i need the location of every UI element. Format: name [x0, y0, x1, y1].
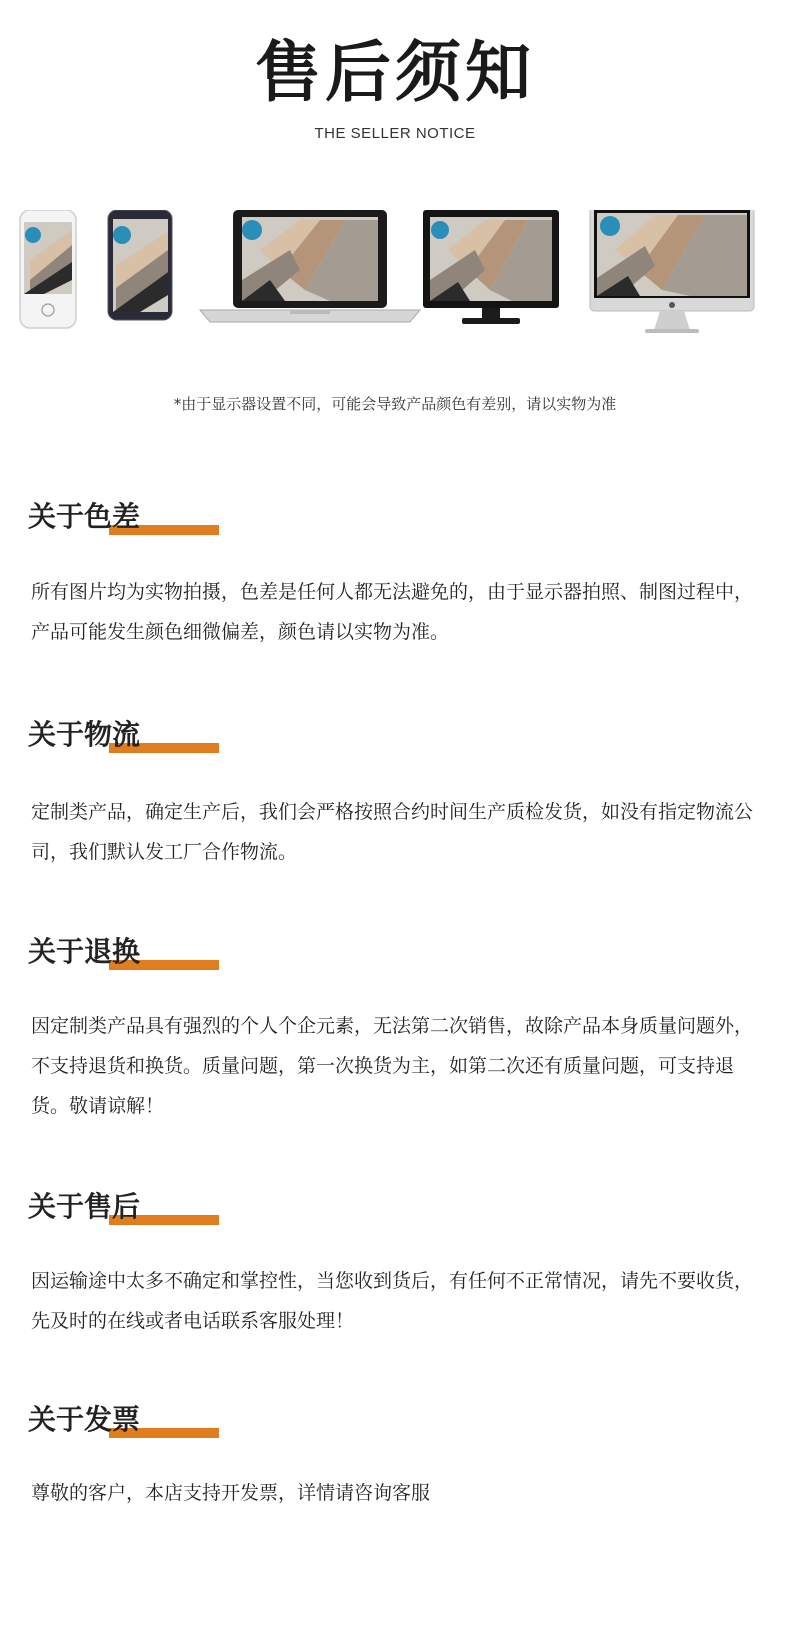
section-body-logistics: 定制类产品，确定生产后，我们会严格按照合约时间生产质检发货，如没有指定物流公司，我们默认发工厂合作物流。	[31, 801, 754, 863]
laptop-device	[200, 210, 420, 322]
section-heading-text: 关于色差	[28, 500, 141, 533]
phone-white-device	[20, 210, 76, 328]
page-title: 售后须知	[255, 34, 535, 111]
imac-device	[590, 210, 754, 333]
monitor-device	[423, 210, 559, 324]
devices-banner	[0, 210, 790, 360]
color-difference-notice: *由于显示器设置不同，可能会导致产品颜色有差别，请以实物为准	[173, 395, 617, 413]
section-heading-after-sales	[28, 1190, 228, 1234]
section-body-invoice: 尊敬的客户，本店支持开发票，详情请咨询客服	[31, 1482, 431, 1504]
section-heading-text: 关于发票	[28, 1403, 141, 1436]
section-body-color-difference: 所有图片均为实物拍摄，色差是任何人都无法避免的，由于显示器拍照、制图过程中，产品可能发生颜色细微偏差，颜色请以实物为准。	[31, 581, 754, 643]
section-heading-text: 关于退换	[28, 935, 141, 968]
section-body-returns: 因定制类产品具有强烈的个人个企元素，无法第二次销售，故除产品本身质量问题外，不支持退货和换货。质量问题，第一次换货为主，如第二次还有质量问题，可支持退货。敬请谅解！	[31, 1015, 754, 1117]
section-body-after-sales: 因运输途中太多不确定和掌控性，当您收到货后，有任何不正常情况，请先不要收货，先及时的在线或者电话联系客服处理！	[31, 1270, 754, 1332]
section-heading-logistics	[28, 718, 228, 762]
section-heading-invoice	[28, 1403, 228, 1447]
section-heading-color-difference	[28, 500, 228, 544]
section-heading-returns	[28, 935, 228, 979]
section-heading-text: 关于售后	[28, 1190, 141, 1223]
page-subtitle: THE SELLER NOTICE	[314, 125, 476, 142]
phone-black-device	[108, 210, 172, 320]
section-heading-text: 关于物流	[28, 718, 141, 751]
